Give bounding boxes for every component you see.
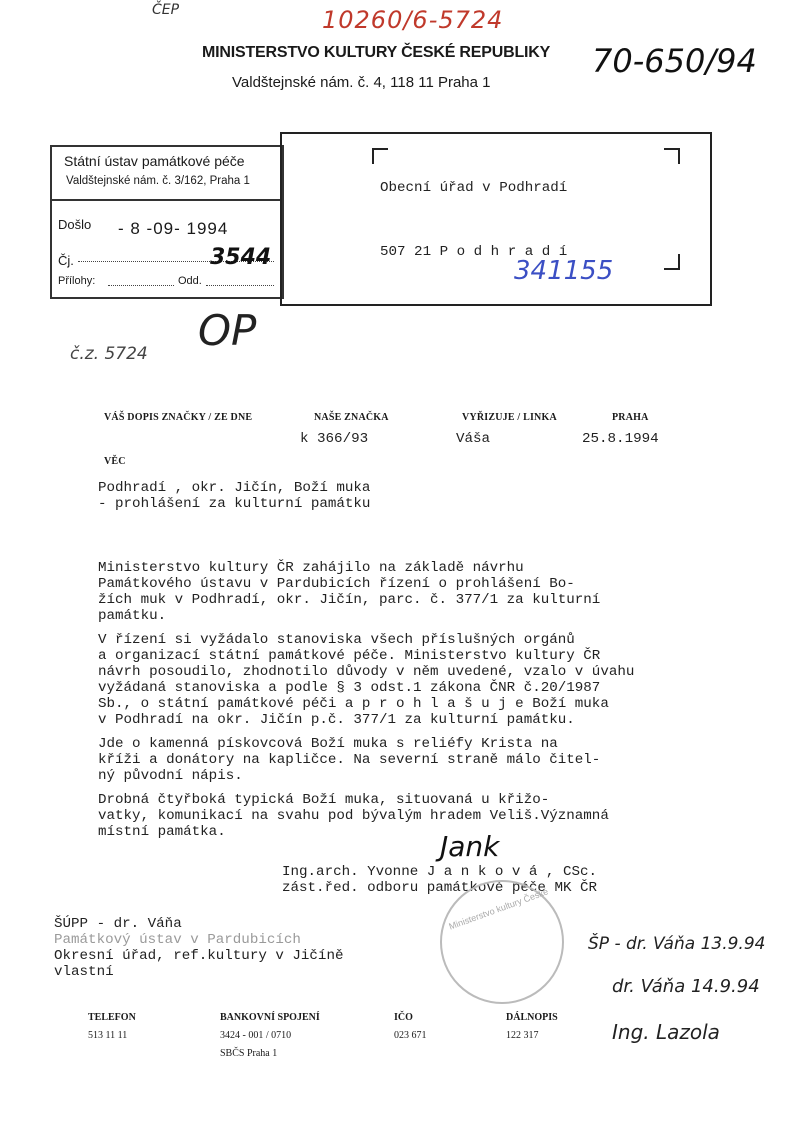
our-ref: k 366/93 bbox=[300, 431, 369, 447]
handwritten-note-1: ŠP - dr. Váňa 13.9.94 bbox=[588, 934, 766, 954]
our-ref-label: NAŠE ZNAČKA bbox=[314, 412, 389, 423]
handwritten-cep: ČEP bbox=[152, 2, 180, 18]
signatory-title: zást.řed. odboru památkové péče MK ČR bbox=[282, 880, 598, 896]
body-line: návrh posoudilo, zhodnotilo důvody v něm uvedené, vzalo v úvahu bbox=[98, 664, 635, 680]
stamp-received-label: Došlo bbox=[58, 217, 92, 232]
footer-phone-label: TELEFON bbox=[88, 1012, 136, 1023]
handwritten-reference: č.z. 5724 bbox=[70, 344, 148, 364]
footer-bank-2: SBČS Praha 1 bbox=[220, 1048, 278, 1059]
recipient-name: Obecní úřad v Podhradí bbox=[380, 180, 568, 196]
round-stamp-text: Ministerstvo kultury České bbox=[447, 886, 550, 932]
footer-ico-label: IČO bbox=[394, 1012, 413, 1023]
distribution-item: Památkový ústav v Pardubicích bbox=[54, 932, 301, 948]
signatory-name: Ing.arch. Yvonne J a n k o v á , CSc. bbox=[282, 864, 598, 880]
body-line: Jde o kamenná pískovcová Boží muka s reliéfy Krista na bbox=[98, 736, 558, 752]
recipient-address: 507 21 P o d h r a d í bbox=[380, 244, 568, 260]
stamp-dept-dots bbox=[206, 285, 274, 286]
body-line: památku. bbox=[98, 608, 167, 624]
official-round-stamp bbox=[440, 880, 564, 1004]
handler-label: VYŘIZUJE / LINKA bbox=[462, 412, 557, 423]
stamp-org: Státní ústav památkové péče bbox=[64, 153, 245, 169]
body-line: místní památka. bbox=[98, 824, 226, 840]
corner-mark-br bbox=[664, 254, 680, 270]
place-label: PRAHA bbox=[612, 412, 649, 423]
ministry-title: MINISTERSTVO KULTURY ČESKÉ REPUBLIKY bbox=[202, 44, 551, 61]
distribution-item: vlastní bbox=[54, 964, 114, 980]
body-line: žích muk v Podhradí, okr. Jičín, parc. č. 377/1 za kulturní bbox=[98, 592, 601, 608]
receipt-stamp bbox=[50, 145, 284, 299]
signature: Jank bbox=[440, 830, 500, 863]
stamp-ref-value: 3544 bbox=[210, 245, 272, 270]
body-line: Památkového ústavu v Pardubicích řízení o prohlášení Bo- bbox=[98, 576, 575, 592]
receipt-stamp-header bbox=[52, 147, 282, 201]
body-line: Sb., o státní památkové péči a p r o h l a š u j e Boží muka bbox=[98, 696, 609, 712]
body-line: a organizací státní památkové péče. Ministerstvo kultury ČR bbox=[98, 648, 601, 664]
ministry-address: Valdštejnské nám. č. 4, 118 11 Praha 1 bbox=[232, 74, 491, 91]
corner-mark-tl bbox=[372, 148, 388, 164]
distribution-item: ŠÚPP - dr. Váňa bbox=[54, 916, 182, 932]
handwritten-note-3: Ing. Lazola bbox=[612, 1020, 720, 1044]
footer-telex-label: DÁLNOPIS bbox=[506, 1012, 558, 1023]
body-line: Ministerstvo kultury ČR zahájilo na základě návrhu bbox=[98, 560, 524, 576]
handwritten-op: OP bbox=[198, 306, 257, 355]
stamp-received-date: - 8 -09- 1994 bbox=[118, 219, 229, 238]
body-line: vyžádaná stanoviska a podle § 3 odst.1 zákona ČNR č.20/1987 bbox=[98, 680, 601, 696]
handwritten-file-number: 10260/6-5724 bbox=[322, 6, 504, 34]
stamp-attachments-label: Přílohy: bbox=[58, 275, 96, 287]
handwritten-box-number: 341155 bbox=[514, 256, 614, 286]
stamp-ref-label: Čj. bbox=[58, 253, 74, 268]
handwritten-ref-number: 70-650/94 bbox=[592, 42, 757, 80]
recipient-box bbox=[280, 132, 712, 306]
stamp-dept-label: Odd. bbox=[178, 275, 202, 287]
body-line: Drobná čtyřboká typická Boží muka, situovaná u křižo- bbox=[98, 792, 550, 808]
letter-date: 25.8.1994 bbox=[582, 431, 659, 447]
stamp-org-address: Valdštejnské nám. č. 3/162, Praha 1 bbox=[66, 175, 250, 187]
body-line: ný původní nápis. bbox=[98, 768, 243, 784]
handwritten-note-2: dr. Váňa 14.9.94 bbox=[612, 976, 760, 997]
corner-mark-tr bbox=[664, 148, 680, 164]
body-line: v Podhradí na okr. Jičín p.č. 377/1 za kulturní památku. bbox=[98, 712, 575, 728]
footer-bank-label: BANKOVNÍ SPOJENÍ bbox=[220, 1012, 320, 1023]
footer-phone: 513 11 11 bbox=[88, 1030, 128, 1041]
body-line: vatky, komunikací na svahu pod bývalým hradem Veliš.Významná bbox=[98, 808, 609, 824]
subject-line-2: - prohlášení za kulturní památku bbox=[98, 496, 371, 512]
handler: Váša bbox=[456, 431, 491, 447]
footer-telex: 122 317 bbox=[506, 1030, 539, 1041]
your-ref-label: VÁŠ DOPIS ZNAČKY / ZE DNE bbox=[104, 412, 253, 423]
footer-bank: 3424 - 001 / 0710 bbox=[220, 1030, 292, 1041]
distribution-item: Okresní úřad, ref.kultury v Jičíně bbox=[54, 948, 344, 964]
stamp-attachments-dots bbox=[108, 285, 174, 286]
subject-line-1: Podhradí , okr. Jičín, Boží muka bbox=[98, 480, 371, 496]
subject-label: VĚC bbox=[104, 456, 126, 467]
body-line: V řízení si vyžádalo stanoviska všech příslušných orgánů bbox=[98, 632, 575, 648]
footer-ico: 023 671 bbox=[394, 1030, 427, 1041]
body-line: kříži a donátory na kapličce. Na severní straně málo čitel- bbox=[98, 752, 601, 768]
